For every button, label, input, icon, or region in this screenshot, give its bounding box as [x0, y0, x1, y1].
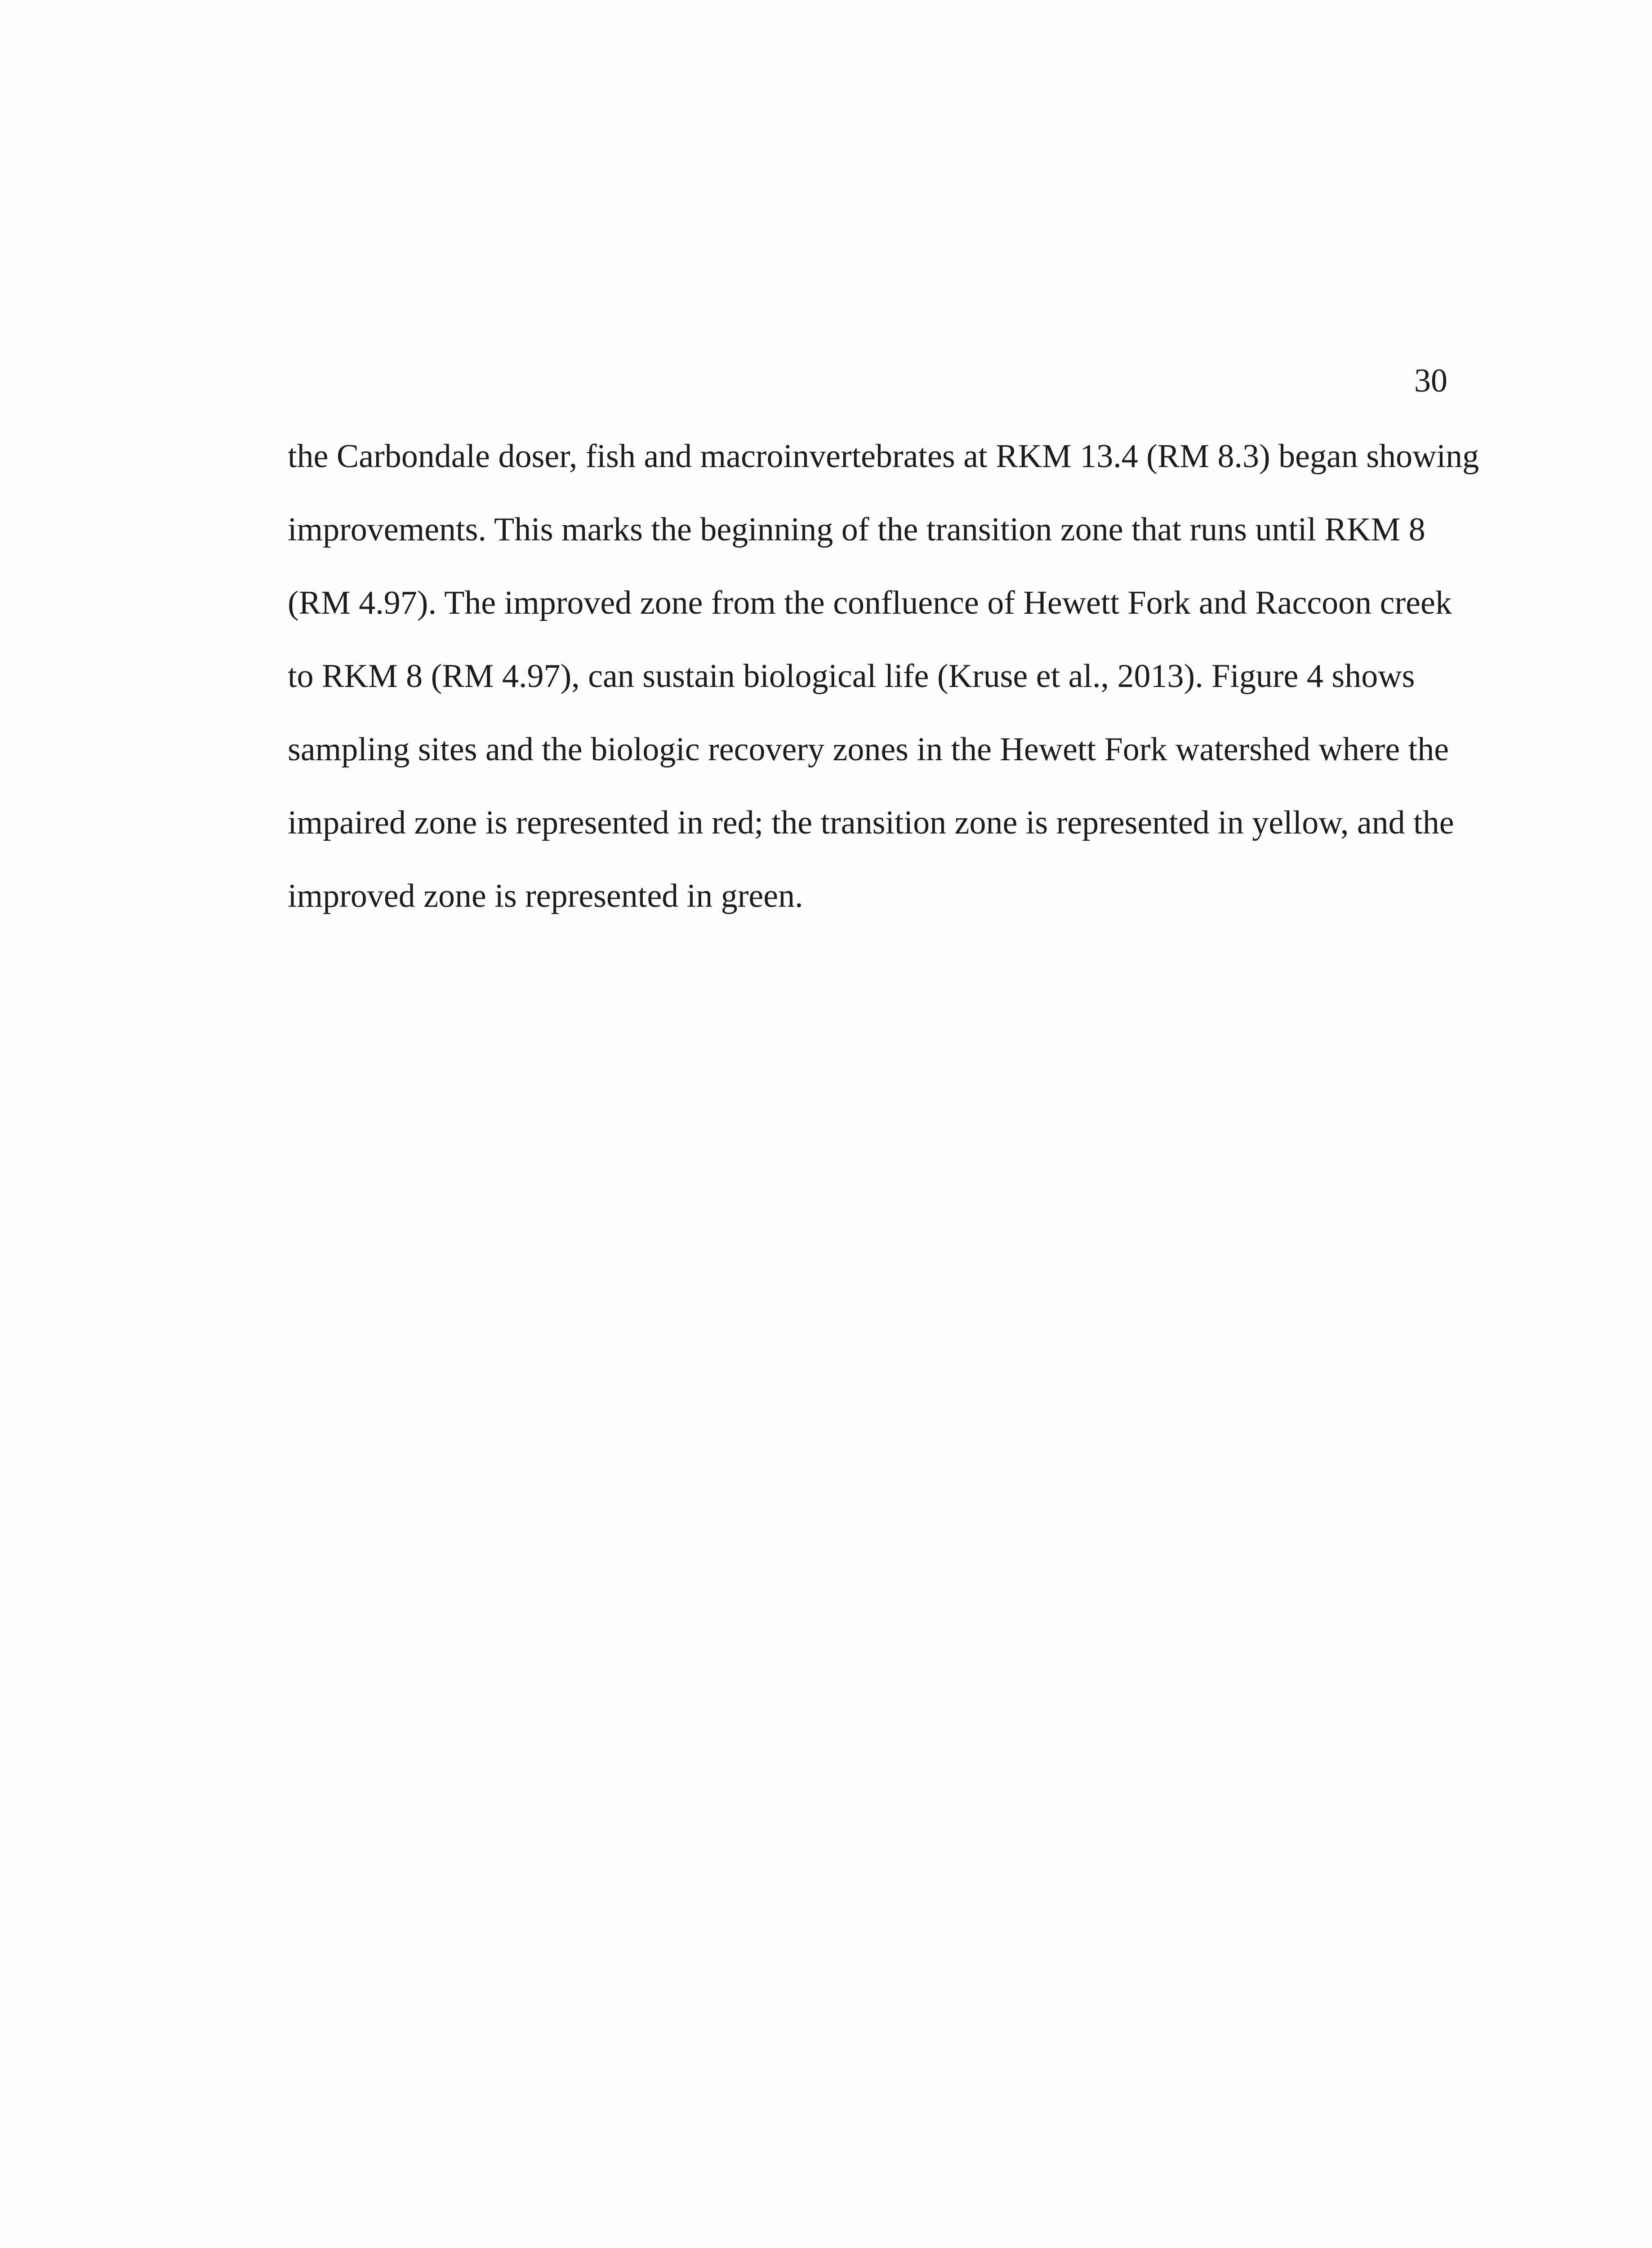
paragraph-line-7: improved zone is represented in green.: [288, 878, 803, 914]
paragraph-line-4: to RKM 8 (RM 4.97), can sustain biological life (Kruse et al., 2013). Figure 4 shows: [288, 658, 1415, 695]
paragraph-line-3: (RM 4.97). The improved zone from the confluence of Hewett Fork and Raccoon creek: [288, 584, 1452, 621]
body-paragraph: [288, 438, 1479, 951]
page-number: 30: [1414, 362, 1447, 399]
paragraph-line-2: improvements. This marks the beginning of the transition zone that runs until RKM 8: [288, 511, 1425, 548]
paragraph-line-6: impaired zone is represented in red; the transition zone is represented in yellow, and the: [288, 804, 1454, 841]
paragraph-line-5: sampling sites and the biologic recovery zones in the Hewett Fork watershed where the: [288, 731, 1449, 768]
paragraph-line-1: the Carbondale doser, fish and macroinvertebrates at RKM 13.4 (RM 8.3) began showing: [288, 438, 1479, 475]
